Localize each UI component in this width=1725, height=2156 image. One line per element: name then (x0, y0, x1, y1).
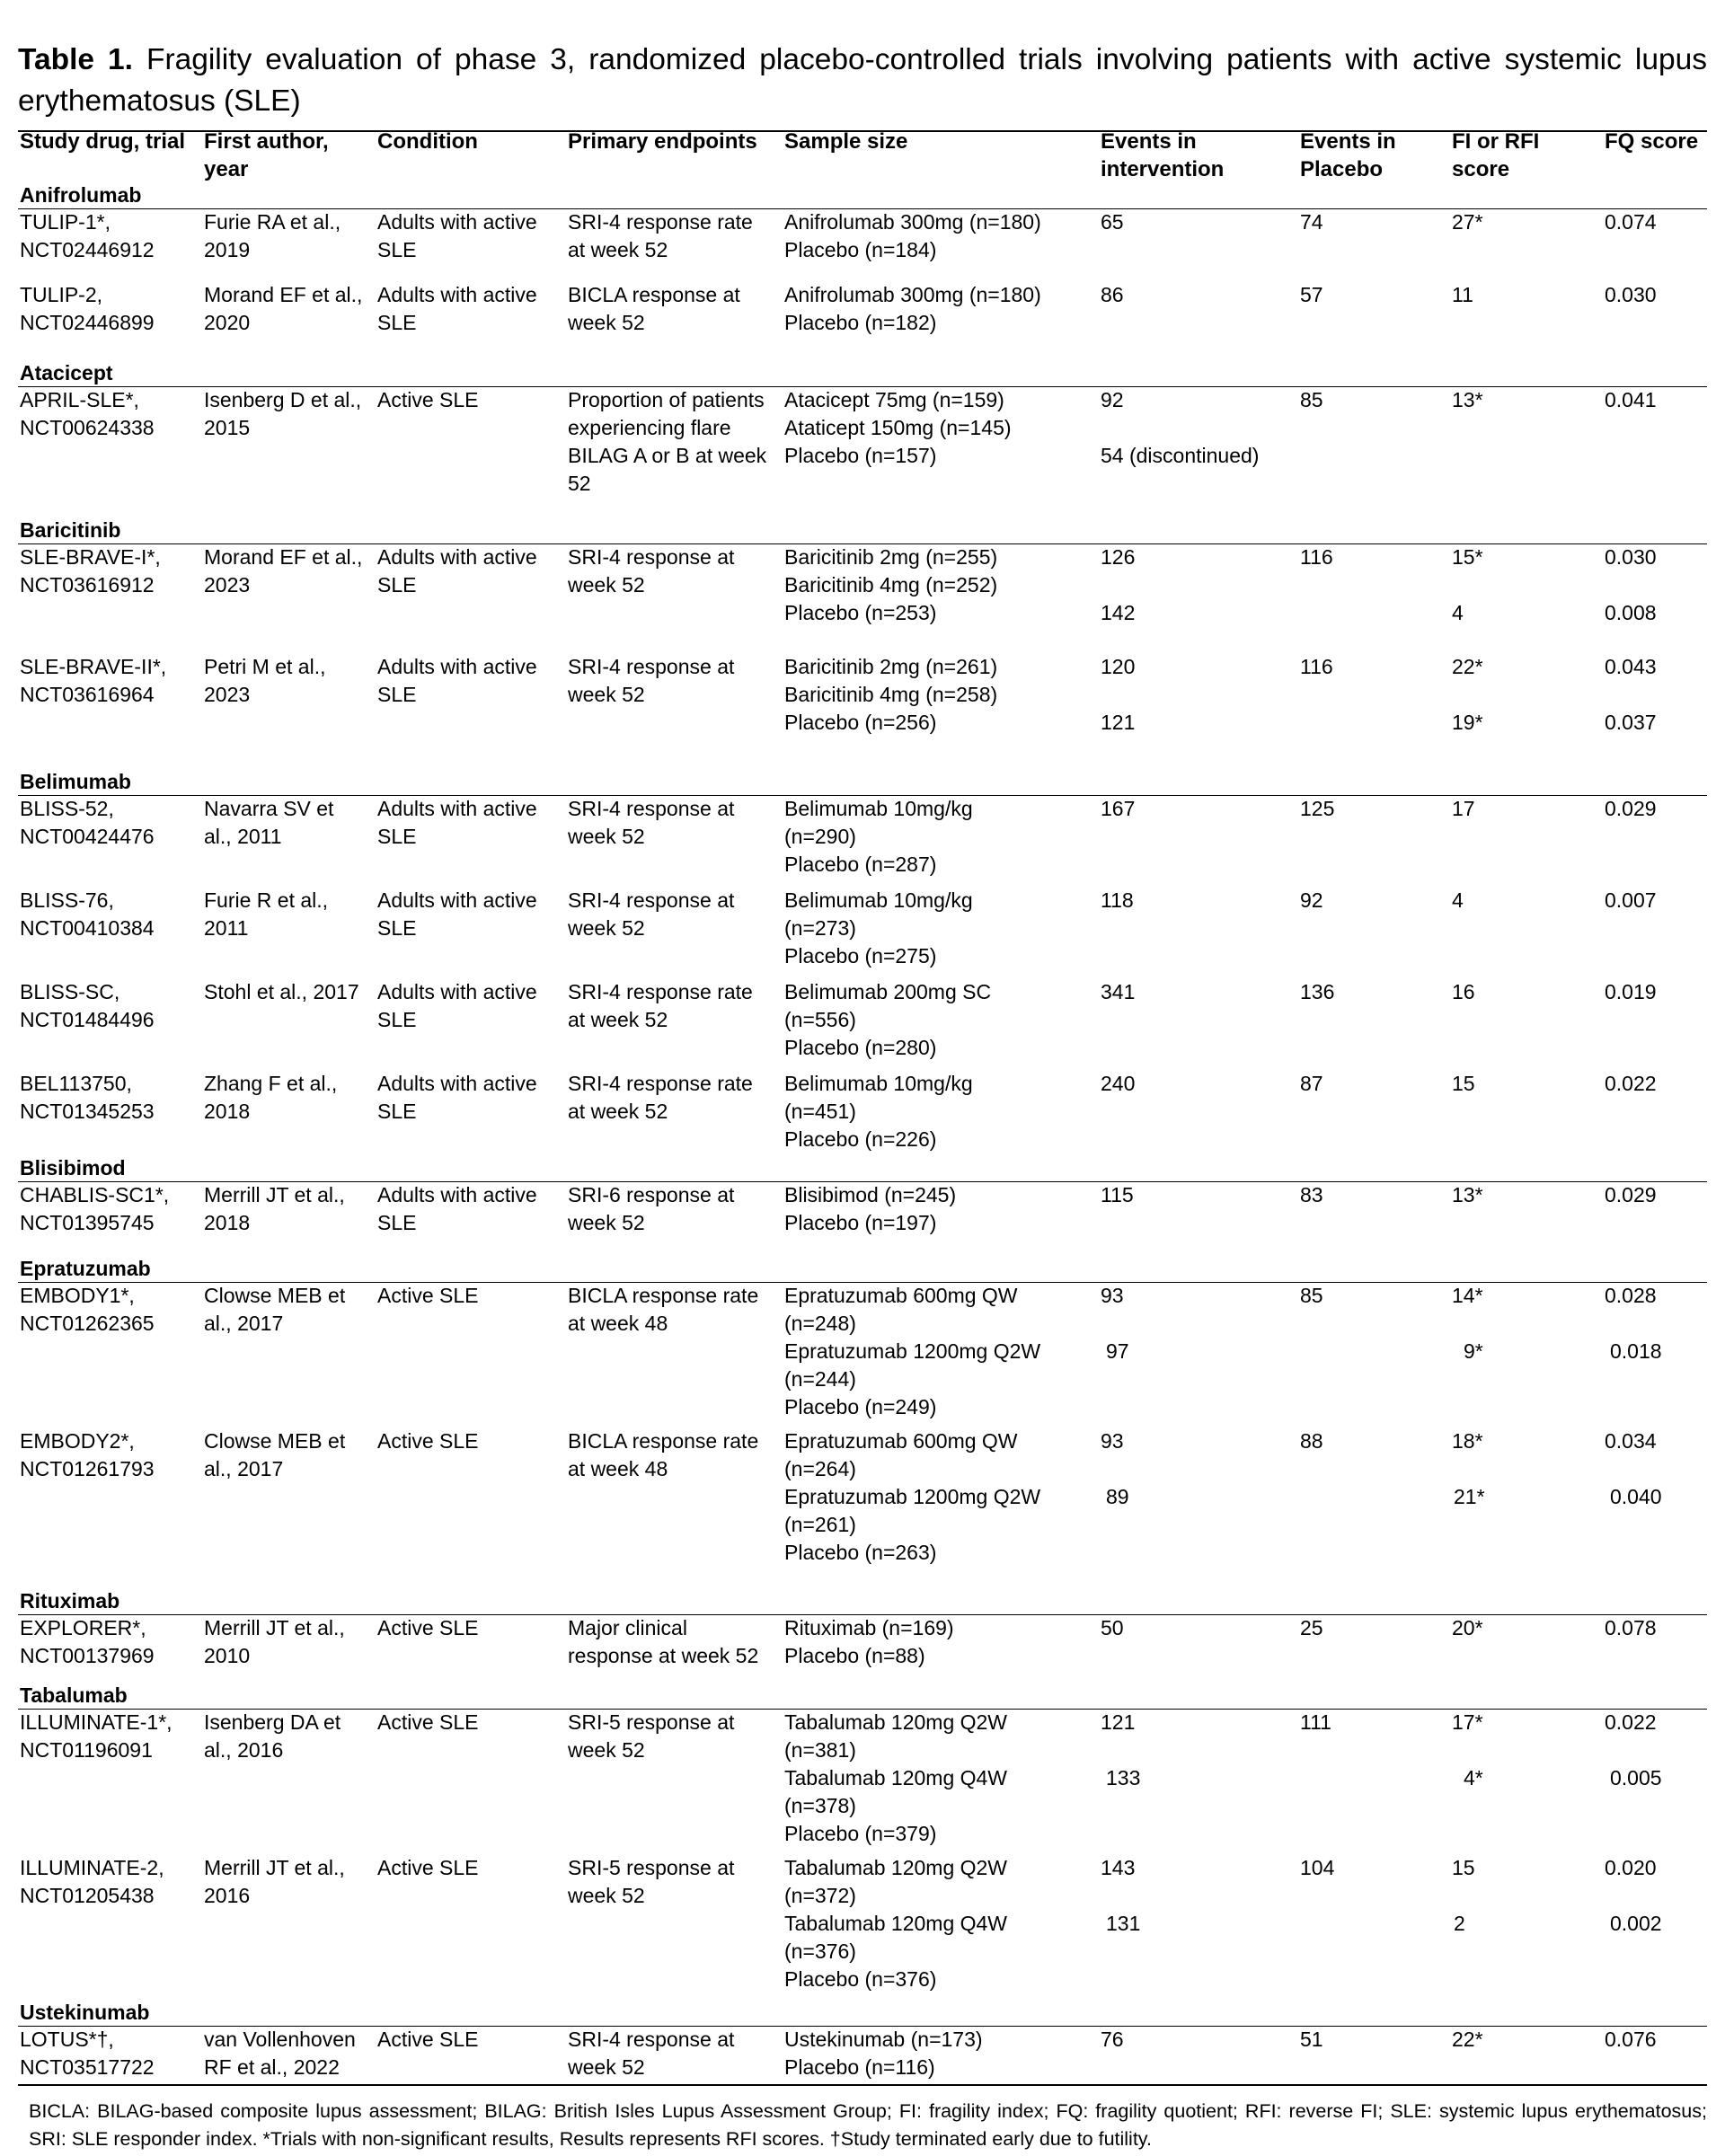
cell-trial: NCT03517722 (20, 2055, 155, 2079)
cell-author: al., 2011 (204, 825, 282, 848)
cell-sample: Belimumab 10mg/kg (784, 1072, 973, 1095)
cell-fi: 15 (1452, 1072, 1475, 1095)
cell-sample: Epratuzumab 1200mg Q2W (784, 1485, 1041, 1508)
cell-ev_pl: 87 (1300, 1072, 1323, 1095)
cell-condition: Active SLE (377, 388, 479, 411)
cell-sample: (n=261) (784, 1513, 856, 1536)
cell-ev_int: 93 (1101, 1284, 1124, 1307)
cell-fq: 0.076 (1605, 2028, 1657, 2051)
table-footnote: BICLA: BILAG-based composite lupus assessment; BILAG: British Isles Lupus Assessment Group; FI: fragility index; FQ: fragility quotient; RFI: reverse FI; SLE: systemic lupus erythematosus; SRI: SLE responder index. *Trials with non-significant results, Results represents RFI scores. †Study terminated early due to futility. (29, 2100, 1707, 2150)
cell-fq: 0.028 (1605, 1284, 1657, 1307)
cell-author: RF et al., 2022 (204, 2055, 340, 2079)
cell-author: 2010 (204, 1644, 251, 1667)
cell-fi: 20* (1452, 1616, 1483, 1639)
cell-sample: Atacicept 75mg (n=159) (784, 388, 1004, 411)
cell-endpoint: week 52 (568, 825, 645, 848)
cell-trial: NCT00424476 (20, 825, 155, 848)
cell-endpoint: week 52 (568, 311, 645, 334)
cell-condition: Active SLE (377, 1284, 479, 1307)
cell-endpoint: SRI-5 response at (568, 1710, 735, 1734)
cell-trial: NCT02446899 (20, 311, 155, 334)
cell-trial: BLISS-52, (20, 797, 114, 820)
cell-sample: Placebo (n=263) (784, 1541, 937, 1564)
column-header-condition: Condition (377, 129, 478, 154)
cell-sample: (n=381) (784, 1738, 856, 1762)
drug-group-heading: Atacicept (20, 361, 113, 384)
cell-condition: Active SLE (377, 1856, 479, 1879)
cell-sample: Placebo (n=182) (784, 311, 937, 334)
cell-fi: 9* (1464, 1339, 1483, 1363)
cell-ev_int: 126 (1101, 545, 1136, 569)
cell-sample: Tabalumab 120mg Q2W (784, 1710, 1008, 1734)
cell-endpoint: at week 52 (568, 1100, 668, 1123)
cell-author: Morand EF et al., (204, 545, 363, 569)
cell-trial: BEL113750, (20, 1072, 132, 1095)
cell-author: Merrill JT et al., (204, 1183, 345, 1206)
cell-sample: Placebo (n=379) (784, 1822, 937, 1845)
cell-fq: 0.037 (1605, 711, 1657, 734)
cell-sample: Belimumab 200mg SC (784, 980, 992, 1003)
cell-endpoint: week 52 (568, 1738, 645, 1762)
cell-author: van Vollenhoven (204, 2028, 356, 2051)
cell-fq: 0.043 (1605, 655, 1657, 678)
cell-fi: 18* (1452, 1429, 1483, 1453)
cell-ev_int: 93 (1101, 1429, 1124, 1453)
cell-trial: BLISS-SC, (20, 980, 120, 1003)
cell-endpoint: week 52 (568, 1884, 645, 1907)
cell-endpoint: response at week 52 (568, 1644, 759, 1667)
cell-endpoint: SRI-4 response at (568, 2028, 735, 2051)
cell-fi: 16 (1452, 980, 1475, 1003)
cell-sample: Epratuzumab 1200mg Q2W (784, 1339, 1041, 1363)
cell-trial: APRIL-SLE*, (20, 388, 139, 411)
cell-ev_pl: 74 (1300, 210, 1323, 234)
cell-ev_int: 120 (1101, 655, 1136, 678)
cell-sample: Placebo (n=197) (784, 1211, 937, 1234)
cell-ev_pl: 85 (1300, 1284, 1323, 1307)
column-header-fq: FQ score (1605, 129, 1699, 154)
cell-trial: NCT03616964 (20, 683, 155, 706)
cell-ev_int: 131 (1106, 1912, 1141, 1935)
cell-sample: (n=290) (784, 825, 856, 848)
cell-fi: 4* (1464, 1766, 1483, 1789)
cell-ev_pl: 136 (1300, 980, 1335, 1003)
column-header-fi: FI or RFI score (1452, 129, 1540, 181)
cell-condition: SLE (377, 1100, 417, 1123)
cell-sample: (n=378) (784, 1794, 856, 1817)
cell-fq: 0.022 (1605, 1710, 1657, 1734)
cell-fq: 0.008 (1605, 601, 1657, 624)
cell-sample: Ataticept 150mg (n=145) (784, 416, 1012, 439)
cell-fi: 4 (1452, 888, 1464, 912)
cell-sample: (n=376) (784, 1940, 856, 1963)
cell-fq: 0.074 (1605, 210, 1657, 234)
cell-condition: Adults with active (377, 980, 537, 1003)
cell-sample: Ustekinumab (n=173) (784, 2028, 983, 2051)
cell-trial: NCT01484496 (20, 1008, 155, 1031)
cell-fi: 21* (1454, 1485, 1485, 1508)
cell-endpoint: experiencing flare (568, 416, 731, 439)
cell-fi: 15 (1452, 1856, 1475, 1879)
cell-fi: 14* (1452, 1284, 1483, 1307)
cell-condition: SLE (377, 573, 417, 596)
cell-sample: Placebo (n=253) (784, 601, 937, 624)
cell-fq: 0.040 (1610, 1485, 1662, 1508)
cell-ev_pl: 125 (1300, 797, 1335, 820)
cell-endpoint: SRI-4 response at (568, 655, 735, 678)
cell-sample: Anifrolumab 300mg (n=180) (784, 210, 1041, 234)
column-header-endpoint: Primary endpoints (568, 129, 757, 154)
cell-trial: NCT01395745 (20, 1211, 155, 1234)
cell-endpoint: Proportion of patients (568, 388, 765, 411)
cell-endpoint: SRI-4 response rate (568, 210, 753, 234)
cell-ev_int: 143 (1101, 1856, 1136, 1879)
cell-endpoint: week 52 (568, 916, 645, 940)
cell-sample: Rituximab (n=169) (784, 1616, 954, 1639)
cell-trial: ILLUMINATE-1*, (20, 1710, 172, 1734)
drug-group-heading: Rituximab (20, 1589, 120, 1613)
cell-fi: 4 (1452, 601, 1464, 624)
cell-condition: Adults with active (377, 888, 537, 912)
cell-author: Morand EF et al., (204, 283, 363, 306)
cell-condition: SLE (377, 238, 417, 261)
cell-trial: NCT03616912 (20, 573, 155, 596)
cell-endpoint: BILAG A or B at week (568, 444, 767, 467)
column-header-trial: Study drug, trial (20, 129, 186, 154)
cell-author: Isenberg D et al., (204, 388, 362, 411)
cell-trial: LOTUS*†, (20, 2028, 114, 2051)
cell-author: Stohl et al., 2017 (204, 980, 359, 1003)
cell-ev_int: 167 (1101, 797, 1136, 820)
cell-endpoint: at week 52 (568, 1008, 668, 1031)
cell-ev_int: 121 (1101, 1710, 1136, 1734)
cell-author: Furie R et al., (204, 888, 329, 912)
cell-trial: EMBODY1*, (20, 1284, 135, 1307)
cell-sample: Placebo (n=249) (784, 1395, 937, 1418)
cell-sample: Belimumab 10mg/kg (784, 797, 973, 820)
cell-sample: Placebo (n=184) (784, 238, 937, 261)
column-header-ev_pl: Events in Placebo (1300, 129, 1396, 181)
cell-ev_int: 115 (1101, 1183, 1134, 1206)
cell-ev_int: 54 (discontinued) (1101, 444, 1260, 467)
cell-endpoint: 52 (568, 472, 591, 495)
cell-fq: 0.030 (1605, 545, 1657, 569)
drug-group-heading: Belimumab (20, 770, 131, 793)
cell-ev_int: 121 (1101, 711, 1136, 734)
cell-trial: NCT00624338 (20, 416, 155, 439)
drug-group-heading: Epratuzumab (20, 1257, 151, 1280)
cell-sample: Placebo (n=287) (784, 853, 937, 876)
cell-endpoint: SRI-4 response at (568, 797, 735, 820)
cell-ev_pl: 85 (1300, 388, 1323, 411)
cell-author: 2018 (204, 1100, 251, 1123)
cell-fi: 11 (1452, 283, 1473, 306)
cell-sample: Baricitinib 2mg (n=255) (784, 545, 998, 569)
cell-trial: EMBODY2*, (20, 1429, 135, 1453)
cell-trial: NCT01262365 (20, 1312, 155, 1335)
cell-sample: Belimumab 10mg/kg (784, 888, 973, 912)
cell-condition: Active SLE (377, 1429, 479, 1453)
cell-fq: 0.005 (1610, 1766, 1662, 1789)
cell-fi: 15* (1452, 545, 1483, 569)
cell-fq: 0.018 (1610, 1339, 1662, 1363)
cell-sample: Baricitinib 2mg (n=261) (784, 655, 998, 678)
cell-trial: SLE-BRAVE-I*, (20, 545, 161, 569)
cell-author: 2016 (204, 1884, 251, 1907)
table-caption (18, 40, 1707, 122)
cell-sample: (n=451) (784, 1100, 856, 1123)
cell-condition: SLE (377, 825, 417, 848)
cell-sample: (n=244) (784, 1367, 856, 1391)
cell-fq: 0.041 (1605, 388, 1657, 411)
cell-author: Furie RA et al., (204, 210, 341, 234)
cell-author: 2020 (204, 311, 251, 334)
cell-endpoint: BICLA response rate (568, 1284, 759, 1307)
cell-fq: 0.020 (1605, 1856, 1657, 1879)
cell-ev_pl: 51 (1300, 2028, 1323, 2051)
cell-ev_int: 240 (1101, 1072, 1136, 1095)
cell-fq: 0.029 (1605, 797, 1657, 820)
cell-ev_pl: 88 (1300, 1429, 1323, 1453)
cell-fi: 17* (1452, 1710, 1483, 1734)
cell-author: Petri M et al., (204, 655, 326, 678)
cell-endpoint: week 52 (568, 683, 645, 706)
cell-endpoint: SRI-4 response rate (568, 1072, 753, 1095)
cell-fi: 27* (1452, 210, 1483, 234)
cell-endpoint: SRI-4 response at (568, 545, 735, 569)
cell-condition: SLE (377, 916, 417, 940)
cell-author: al., 2017 (204, 1457, 284, 1480)
cell-sample: Placebo (n=157) (784, 444, 937, 467)
cell-author: Clowse MEB et (204, 1429, 346, 1453)
cell-sample: Tabalumab 120mg Q4W (784, 1766, 1008, 1789)
cell-fq: 0.007 (1605, 888, 1657, 912)
cell-endpoint: Major clinical (568, 1616, 687, 1639)
cell-sample: Placebo (n=88) (784, 1644, 925, 1667)
cell-author: 2015 (204, 416, 251, 439)
cell-condition: Adults with active (377, 797, 537, 820)
cell-condition: Adults with active (377, 210, 537, 234)
cell-sample: (n=372) (784, 1884, 856, 1907)
cell-trial: TULIP-1*, (20, 210, 111, 234)
cell-trial: NCT01205438 (20, 1884, 155, 1907)
cell-ev_pl: 116 (1300, 545, 1333, 569)
cell-author: Merrill JT et al., (204, 1856, 345, 1879)
cell-trial: NCT00410384 (20, 916, 155, 940)
cell-ev_pl: 116 (1300, 655, 1333, 678)
cell-ev_int: 118 (1101, 888, 1134, 912)
cell-sample: (n=273) (784, 916, 856, 940)
cell-trial: TULIP-2, (20, 283, 103, 306)
cell-fq: 0.022 (1605, 1072, 1657, 1095)
cell-fi: 22* (1452, 655, 1483, 678)
cell-sample: Placebo (n=256) (784, 711, 937, 734)
cell-endpoint: SRI-6 response at (568, 1183, 735, 1206)
cell-trial: NCT01196091 (20, 1738, 153, 1762)
cell-sample: Baricitinib 4mg (n=252) (784, 573, 998, 596)
cell-condition: SLE (377, 1211, 417, 1234)
cell-sample: Baricitinib 4mg (n=258) (784, 683, 998, 706)
cell-fq: 0.002 (1610, 1912, 1662, 1935)
cell-condition: Active SLE (377, 2028, 479, 2051)
cell-sample: Placebo (n=376) (784, 1967, 937, 1991)
table-bottom-rule (18, 2084, 1707, 2086)
cell-author: 2019 (204, 238, 251, 261)
cell-condition: Active SLE (377, 1616, 479, 1639)
cell-sample: (n=556) (784, 1008, 856, 1031)
cell-fi: 19* (1452, 711, 1483, 734)
cell-sample: Blisibimod (n=245) (784, 1183, 957, 1206)
cell-author: Merrill JT et al., (204, 1616, 345, 1639)
cell-author: 2023 (204, 683, 251, 706)
cell-ev_pl: 25 (1300, 1616, 1323, 1639)
drug-group-heading: Tabalumab (20, 1683, 128, 1707)
cell-ev_int: 86 (1101, 283, 1124, 306)
cell-sample: Placebo (n=280) (784, 1036, 937, 1059)
cell-fq: 0.019 (1605, 980, 1657, 1003)
drug-group-heading: Anifrolumab (20, 183, 142, 207)
cell-sample: Placebo (n=116) (784, 2055, 935, 2079)
cell-fq: 0.029 (1605, 1183, 1657, 1206)
cell-ev_pl: 111 (1300, 1710, 1331, 1734)
cell-trial: SLE-BRAVE-II*, (20, 655, 167, 678)
cell-fi: 2 (1454, 1912, 1465, 1935)
cell-trial: EXPLORER*, (20, 1616, 146, 1639)
cell-sample: Epratuzumab 600mg QW (784, 1284, 1018, 1307)
cell-sample: Tabalumab 120mg Q2W (784, 1856, 1008, 1879)
cell-ev_pl: 57 (1300, 283, 1323, 306)
cell-ev_int: 142 (1101, 601, 1136, 624)
cell-condition: Adults with active (377, 1072, 537, 1095)
cell-condition: SLE (377, 311, 417, 334)
cell-endpoint: at week 48 (568, 1457, 668, 1480)
cell-ev_int: 65 (1101, 210, 1124, 234)
cell-sample: (n=264) (784, 1457, 856, 1480)
cell-trial: NCT02446912 (20, 238, 155, 261)
cell-ev_pl: 83 (1300, 1183, 1323, 1206)
cell-endpoint: week 52 (568, 2055, 645, 2079)
cell-sample: Tabalumab 120mg Q4W (784, 1912, 1008, 1935)
cell-author: 2023 (204, 573, 251, 596)
cell-author: Navarra SV et (204, 797, 334, 820)
cell-fq: 0.034 (1605, 1429, 1657, 1453)
cell-sample: (n=248) (784, 1312, 856, 1335)
cell-condition: SLE (377, 683, 417, 706)
cell-endpoint: BICLA response at (568, 283, 740, 306)
column-header-author: First author, year (204, 129, 329, 181)
table-title: Fragility evaluation of phase 3, randomized placebo-controlled trials involving patients with active systemic lupus erythematosus (SLE) (18, 43, 1707, 118)
cell-sample: Placebo (n=226) (784, 1127, 937, 1151)
column-header-ev_int: Events in intervention (1101, 129, 1225, 181)
cell-endpoint: SRI-4 response at (568, 888, 735, 912)
cell-sample: Anifrolumab 300mg (n=180) (784, 283, 1041, 306)
drug-group-heading: Baricitinib (20, 518, 121, 542)
cell-ev_int: 341 (1101, 980, 1136, 1003)
cell-author: 2011 (204, 916, 249, 940)
cell-author: Clowse MEB et (204, 1284, 346, 1307)
cell-author: al., 2016 (204, 1738, 284, 1762)
drug-group-heading: Blisibimod (20, 1156, 126, 1180)
cell-author: 2018 (204, 1211, 251, 1234)
cell-trial: ILLUMINATE-2, (20, 1856, 164, 1879)
cell-fi: 17 (1452, 797, 1475, 820)
cell-fq: 0.030 (1605, 283, 1657, 306)
cell-endpoint: BICLA response rate (568, 1429, 759, 1453)
cell-condition: Adults with active (377, 655, 537, 678)
cell-author: Isenberg DA et (204, 1710, 341, 1734)
cell-ev_int: 133 (1106, 1766, 1141, 1789)
cell-ev_pl: 104 (1300, 1856, 1335, 1879)
cell-condition: SLE (377, 1008, 417, 1031)
cell-fi: 13* (1452, 388, 1483, 411)
cell-ev_int: 97 (1106, 1339, 1129, 1363)
cell-endpoint: SRI-5 response at (568, 1856, 735, 1879)
cell-ev_int: 92 (1101, 388, 1124, 411)
cell-trial: NCT01261793 (20, 1457, 155, 1480)
cell-endpoint: at week 48 (568, 1312, 668, 1335)
cell-author: al., 2017 (204, 1312, 284, 1335)
cell-trial: BLISS-76, (20, 888, 114, 912)
cell-ev_int: 89 (1106, 1485, 1129, 1508)
cell-trial: NCT00137969 (20, 1644, 155, 1667)
drug-group-heading: Ustekinumab (20, 2001, 150, 2024)
cell-condition: Adults with active (377, 1183, 537, 1206)
cell-ev_int: 50 (1101, 1616, 1124, 1639)
table-label: Table 1. (18, 43, 133, 76)
cell-condition: Adults with active (377, 545, 537, 569)
cell-condition: Active SLE (377, 1710, 479, 1734)
cell-endpoint: SRI-4 response rate (568, 980, 753, 1003)
cell-condition: Adults with active (377, 283, 537, 306)
cell-sample: Placebo (n=275) (784, 944, 937, 968)
cell-trial: CHABLIS-SC1*, (20, 1183, 170, 1206)
cell-fi: 13* (1452, 1183, 1483, 1206)
cell-sample: Epratuzumab 600mg QW (784, 1429, 1018, 1453)
column-header-sample: Sample size (784, 129, 908, 154)
cell-fi: 22* (1452, 2028, 1483, 2051)
cell-endpoint: at week 52 (568, 238, 668, 261)
cell-ev_pl: 92 (1300, 888, 1323, 912)
cell-endpoint: week 52 (568, 1211, 645, 1234)
cell-trial: NCT01345253 (20, 1100, 155, 1123)
cell-ev_int: 76 (1101, 2028, 1124, 2051)
cell-fq: 0.078 (1605, 1616, 1657, 1639)
cell-endpoint: week 52 (568, 573, 645, 596)
cell-author: Zhang F et al., (204, 1072, 338, 1095)
